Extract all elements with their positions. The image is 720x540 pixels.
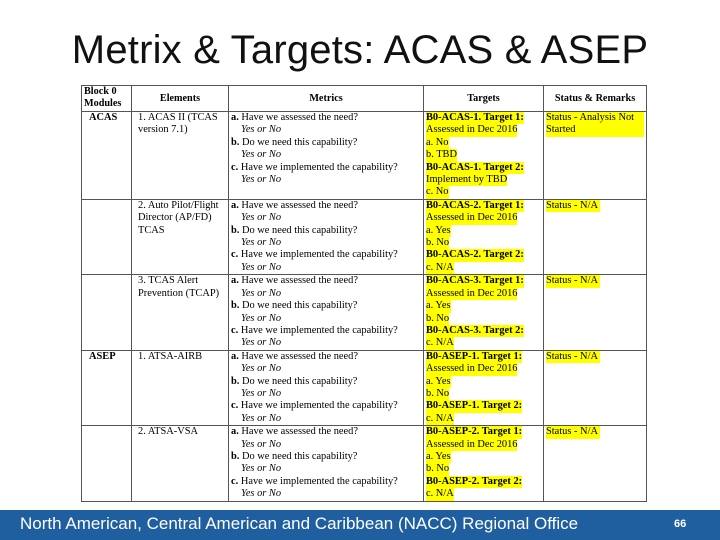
element-name: 3. TCAS Alert Prevention (TCAP) [138,275,220,299]
target-line: b. No [426,312,450,324]
target-heading: B0-ACAS-3. Target 2: [426,324,524,336]
target-line: Assessed in Dec 2016 [426,363,518,375]
status-remark: Status - N/A [546,350,598,362]
metrics-cell [229,112,424,200]
status-cell [544,350,647,425]
metric-b-answer: Yes or No [241,149,282,161]
module-cell [82,199,132,274]
metrics-cell [229,199,424,274]
metrics-cell [229,275,424,350]
metric-c-answer: Yes or No [241,412,282,424]
metric-b-answer: Yes or No [241,387,282,399]
target-line: Assessed in Dec 2016 [426,438,518,450]
target-line: c. N/A [426,261,454,273]
header-metrics: Metrics [229,86,424,112]
module-cell [82,426,132,501]
target-line: Assessed in Dec 2016 [426,287,518,299]
metrics-targets-table [81,85,647,502]
target-heading: B0-ACAS-2. Target 1: [426,199,524,211]
metric-a: a. Have we assessed the need? [231,275,358,287]
footer-office-name: North American, Central American and Caribbean (NACC) Regional Office [20,514,579,533]
target-line: b. No [426,463,450,475]
status-remark: Status - N/A [546,199,598,211]
metric-a-answer: Yes or No [241,287,282,299]
table-row [82,275,647,350]
element-name: 1. ACAS II (TCAS version 7.1) [138,112,218,136]
metric-b: b. Do we need this capability? [231,224,358,236]
target-heading: B0-ACAS-1. Target 1: [426,112,524,123]
module-cell [82,275,132,350]
metric-b: b. Do we need this capability? [231,375,358,387]
table-header-row [82,86,647,112]
target-line: Assessed in Dec 2016 [426,212,518,224]
metric-a-answer: Yes or No [241,124,282,136]
slide-title: Metrix & Targets: ACAS & ASEP [71,28,649,72]
target-line: b. TBD [426,149,457,161]
targets-cell [424,350,544,425]
target-line: a. Yes [426,450,451,462]
metric-b: b. Do we need this capability? [231,136,358,148]
target-line: Implement by TBD [426,174,508,186]
element-name: 2. ATSA-VSA [138,426,199,438]
metric-a-answer: Yes or No [241,363,282,375]
header-status: Status & Remarks [544,86,647,112]
module-name: ASEP [89,350,116,362]
metric-a: a. Have we assessed the need? [231,112,358,123]
metric-c-answer: Yes or No [241,174,282,186]
metric-b-answer: Yes or No [241,237,282,249]
target-line: c. N/A [426,412,454,424]
header-block-modules: Block 0 Modules [82,86,132,112]
target-line: Assessed in Dec 2016 [426,124,518,136]
footer-bar [0,510,720,540]
metrics-cell [229,350,424,425]
module-name: ACAS [89,112,118,123]
targets-cell [424,426,544,501]
target-heading: B0-ACAS-3. Target 1: [426,275,524,287]
status-cell [544,426,647,501]
metrics-cell [229,426,424,501]
status-cell [544,199,647,274]
metric-a-answer: Yes or No [241,212,282,224]
target-line: c. N/A [426,488,454,500]
element-cell [132,350,229,425]
target-line: a. Yes [426,224,451,236]
target-heading: B0-ACAS-2. Target 2: [426,249,524,261]
status-cell [544,112,647,200]
page-number: 66 [674,518,687,530]
table-row [82,112,647,200]
metric-c-answer: Yes or No [241,337,282,349]
target-line: a. Yes [426,300,451,312]
metric-b-answer: Yes or No [241,312,282,324]
target-line: b. No [426,237,450,249]
targets-cell [424,275,544,350]
element-cell [132,112,229,200]
metric-a: a. Have we assessed the need? [231,199,358,211]
metric-c: c. Have we implemented the capability? [231,161,398,173]
metric-b: b. Do we need this capability? [231,300,358,312]
targets-cell [424,199,544,274]
table-row [82,199,647,274]
target-heading: B0-ASEP-2. Target 2: [426,475,523,487]
status-remark: Status - N/A [546,426,598,438]
metric-c-answer: Yes or No [241,488,282,500]
table-body [82,112,647,502]
module-cell [82,112,132,200]
module-cell [82,350,132,425]
target-heading: B0-ASEP-1. Target 1: [426,350,523,362]
target-heading: B0-ASEP-1. Target 2: [426,400,523,412]
header-elements: Elements [132,86,229,112]
status-cell [544,275,647,350]
target-line: b. No [426,387,450,399]
table-row [82,350,647,425]
target-line: a. Yes [426,375,451,387]
metric-a: a. Have we assessed the need? [231,350,358,362]
metric-c: c. Have we implemented the capability? [231,249,398,261]
targets-cell [424,112,544,200]
element-name: 1. ATSA-AIRB [138,350,203,362]
metric-c: c. Have we implemented the capability? [231,324,398,336]
metric-c: c. Have we implemented the capability? [231,400,398,412]
metric-c-answer: Yes or No [241,261,282,273]
element-cell [132,275,229,350]
element-cell [132,426,229,501]
target-line: c. No [426,186,449,198]
metric-a-answer: Yes or No [241,438,282,450]
metric-b: b. Do we need this capability? [231,450,358,462]
metric-b-answer: Yes or No [241,463,282,475]
target-heading: B0-ACAS-1. Target 2: [426,161,524,173]
header-targets: Targets [424,86,544,112]
target-heading: B0-ASEP-2. Target 1: [426,426,523,438]
table-row [82,426,647,501]
status-remark: Status - N/A [546,275,598,287]
element-name: 2. Auto Pilot/Flight Director (AP/FD) TCAS [138,199,219,236]
metric-a: a. Have we assessed the need? [231,426,358,438]
status-remark: Status - Analysis Not Started [546,112,644,137]
element-cell [132,199,229,274]
metric-c: c. Have we implemented the capability? [231,475,398,487]
target-line: c. N/A [426,337,454,349]
target-line: a. No [426,136,449,148]
